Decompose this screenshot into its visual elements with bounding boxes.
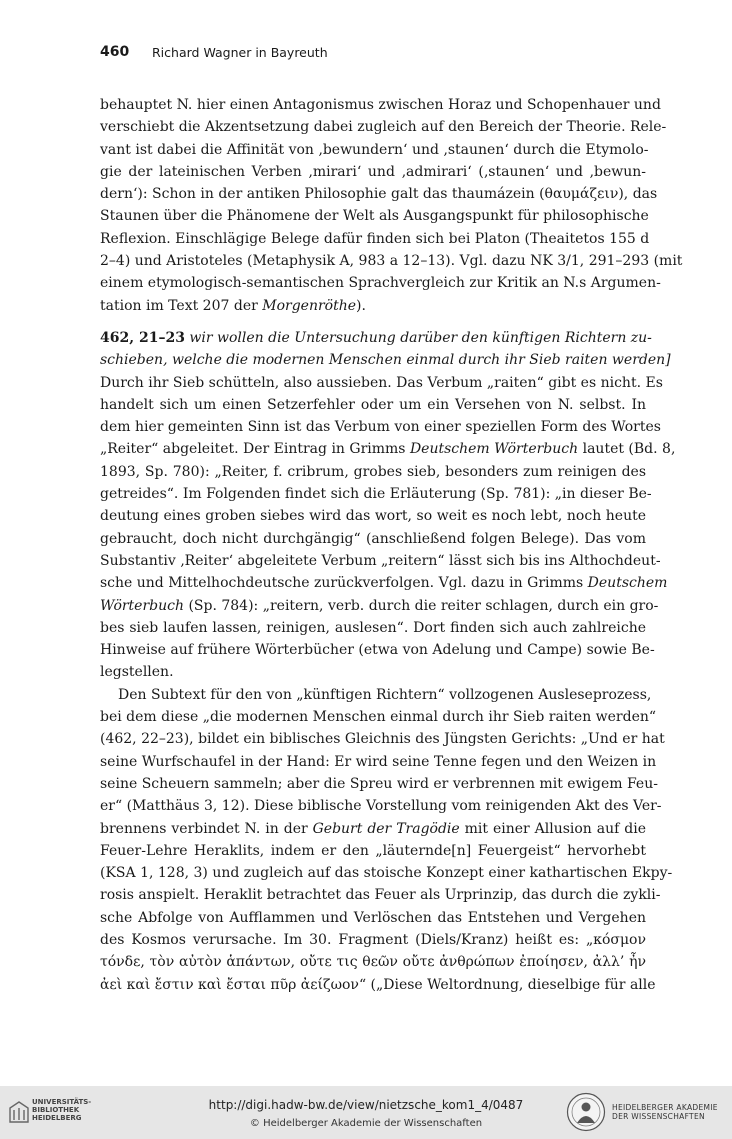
text-line: „Reiter“ abgeleitet. Der Eintrag in Grimms Deutschem Wörterbuch lautet (Bd. 8, — [100, 441, 676, 458]
text-line: tation im Text 207 der Morgenröthe). — [100, 297, 366, 314]
text-line: ἀεὶ καὶ ἔστιν καὶ ἔσται πῦρ ἀείζωον“ („Diese Weltordnung, dieselbige für alle — [100, 976, 656, 993]
text-line: des Kosmos verursache. Im 30. Fragment (Diels/Kranz) heißt es: „κόσμον — [100, 931, 646, 948]
text-line: getreides“. Im Folgenden findet sich die Erläuterung (Sp. 781): „in dieser Be- — [100, 486, 652, 503]
text-line: Hinweise auf frühere Wörterbücher (etwa von Adelung und Campe) sowie Be- — [100, 642, 655, 659]
text-line: seine Wurfschaufel in der Hand: Er wird seine Tenne fegen und den Weizen in — [100, 753, 657, 770]
academy-seal-icon — [566, 1092, 606, 1132]
text-line: Feuer-Lehre Heraklits, indem er den „läuternde[n] Feuergeist“ hervorhebt — [100, 842, 646, 859]
text-line: dern‘): Schon in der antiken Philosophie galt das thaumázein (θαυμάζειν), das — [100, 186, 658, 203]
lemma-text: wir wollen die Untersuchung darüber den künftigen Richtern zu- — [189, 329, 652, 346]
text-line: 1893, Sp. 780): „Reiter, f. cribrum, grobes sieb, besonders zum reinigen des — [100, 463, 646, 480]
text-line: schieben, welche die modernen Menschen einmal durch ihr Sieb raiten werden] — [100, 352, 671, 369]
text-line: gebraucht, doch nicht durchgängig“ (anschließend folgen Belege). Das vom — [100, 530, 646, 547]
university-library-name: UNIVERSITÄTS- BIBLIOTHEK HEIDELBERG — [32, 1098, 92, 1122]
text-line: bei dem diese „die modernen Menschen einmal durch ihr Sieb raiten werden“ — [100, 709, 657, 726]
text-line: behauptet N. hier einen Antagonismus zwischen Horaz und Schopenhauer und — [100, 97, 661, 113]
text-line: Den Subtext für den von „künftigen Richtern“ vollzogenen Ausleseprozess, — [118, 686, 652, 703]
text-line: Reflexion. Einschlägige Belege dafür finden sich bei Platon (Theaitetos 155 d — [100, 230, 650, 247]
text-line: (KSA 1, 128, 3) und zugleich auf das stoische Konzept einer kathartischen Ekpy- — [100, 865, 673, 882]
text-line: er“ (Matthäus 3, 12). Diese biblische Vorstellung vom reinigenden Akt des Ver- — [100, 798, 662, 815]
page-number: 460 — [100, 44, 130, 60]
text-line: τόνδε, τὸν αὐτὸν ἁπάντων, οὔτε τις θεῶν οὔτε ἀνθρώπων ἐποίησεν, ἀλλ’ ἦν — [100, 954, 646, 971]
text-line: deutung eines groben siebes wird das wort, so weit es noch lebt, noch heute — [100, 508, 646, 525]
text-line: rosis anspielt. Heraklit betrachtet das Feuer als Urprinzip, das durch die zykli- — [100, 887, 661, 904]
text-line: seine Scheuern sammeln; aber die Spreu wird er verbrennen mit ewigem Feu- — [100, 775, 658, 792]
text-line: legstellen. — [100, 664, 174, 681]
running-title: Richard Wagner in Bayreuth — [152, 45, 328, 60]
text-line: Durch ihr Sieb schütteln, also aussieben. Das Verbum „raiten“ gibt es nicht. Es — [100, 374, 663, 391]
copyright-notice: © Heidelberger Akademie der Wissenschaften — [249, 1118, 483, 1129]
page-header — [100, 44, 646, 64]
academy-name: HEIDELBERGER AKADEMIE DER WISSENSCHAFTEN — [612, 1103, 718, 1121]
text-line: sche Abfolge von Aufflammen und Verlöschen das Entstehen und Vergehen — [100, 909, 646, 926]
text-line: vant ist dabei die Affinität von ‚bewundern‘ und ‚staunen‘ durch die Etymolo- — [100, 141, 649, 158]
text-line: dem hier gemeinten Sinn ist das Verbum von einer speziellen Form des Wortes — [100, 419, 661, 436]
text-line: Staunen über die Phänomene der Welt als Ausgangspunkt für philosophische — [100, 208, 649, 225]
text-line: handelt sich um einen Setzerfehler oder um ein Versehen von N. selbst. In — [100, 396, 646, 413]
paragraph — [100, 684, 673, 996]
digitization-footer — [0, 1086, 732, 1139]
text-line: (462, 22–23), bildet ein biblisches Gleichnis des Jüngsten Gerichts: „Und er hat — [100, 731, 665, 748]
source-url-link[interactable]: http://digi.hadw-bw.de/view/nietzsche_kom1_4/0487 — [208, 1098, 524, 1112]
paragraph — [100, 94, 683, 317]
text-line: verschiebt die Akzentsetzung dabei zugleich auf den Bereich der Theorie. Rele- — [100, 119, 667, 136]
text-line: Wörterbuch (Sp. 784): „reitern, verb. durch die reiter schlagen, durch ein gro- — [100, 597, 659, 614]
main-text — [100, 94, 683, 996]
text-line: gie der lateinischen Verben ‚mirari‘ und ‚admirari‘ (‚staunen‘ und ‚bewun- — [100, 163, 646, 180]
text-line: einem etymologisch-semantischen Sprachvergleich zur Kritik an N.s Argumen- — [100, 275, 661, 292]
commentary-entry — [100, 327, 676, 684]
text-line: 2–4) und Aristoteles (Metaphysik A, 983 a 12–13). Vgl. dazu NK 3/1, 291–293 (mit — [100, 253, 683, 270]
lemma-reference: 462, 21–23 — [100, 329, 185, 346]
text-line — [100, 327, 652, 349]
text-line: brennens verbindet N. in der Geburt der Tragödie mit einer Allusion auf die — [100, 820, 646, 837]
text-line: Substantiv ‚Reiter‘ abgeleitete Verbum „reitern“ lässt sich bis ins Althochdeut- — [100, 552, 661, 569]
text-line: bes sieb laufen lassen, reinigen, auslesen“. Dort finden sich auch zahlreiche — [100, 619, 646, 636]
text-line: sche und Mittelhochdeutsche zurückverfolgen. Vgl. dazu in Grimms Deutschem — [100, 575, 668, 592]
